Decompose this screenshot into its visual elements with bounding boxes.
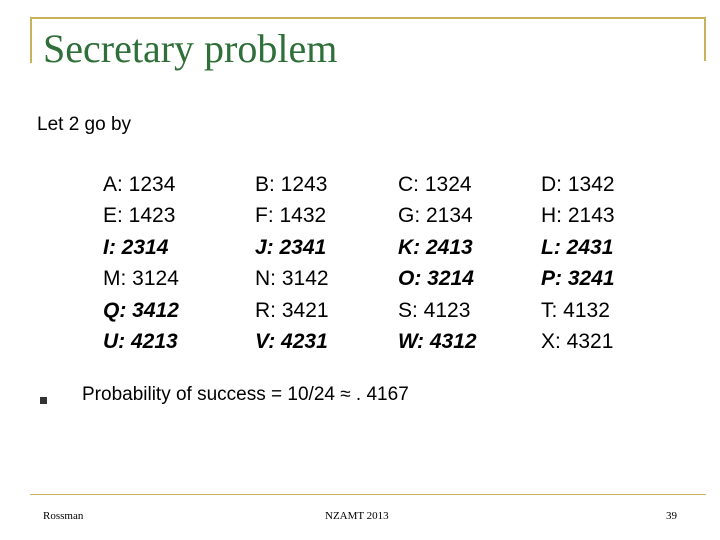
permutation-cell: C: 1324	[398, 173, 472, 196]
permutation-column-3	[398, 169, 477, 357]
frame-right-rule	[704, 17, 706, 61]
permutation-cell: F: 1432	[255, 204, 327, 228]
permutation-cell: W: 4312	[398, 330, 477, 354]
footer-rule	[30, 494, 706, 495]
frame-top-rule	[30, 17, 706, 19]
permutation-cell: R: 3421	[255, 298, 329, 322]
permutation-cell: G: 2134	[398, 204, 473, 228]
permutation-cell: Q: 3412	[103, 298, 179, 322]
permutation-cell: J: 2341	[255, 235, 327, 259]
permutation-cell: B: 1243	[255, 173, 328, 196]
conclusion-text: Probability of success = 10/24 ≈ . 4167	[82, 384, 409, 405]
permutation-cell: O: 3214	[398, 267, 474, 291]
permutation-cell: K: 2413	[398, 235, 473, 259]
permutation-cell: T: 4132	[541, 298, 610, 322]
footer-author: Rossman	[43, 510, 84, 522]
permutation-cell: L: 2431	[541, 235, 614, 259]
slide-title: Secretary problem	[43, 26, 338, 71]
permutation-cell: U: 4213	[103, 330, 178, 354]
square-bullet-icon	[40, 397, 47, 404]
frame-left-rule	[30, 17, 32, 63]
permutation-cell: S: 4123	[398, 298, 471, 322]
permutation-column-2	[255, 169, 329, 357]
permutation-cell: D: 1342	[541, 173, 615, 196]
permutation-cell: X: 4321	[541, 330, 614, 354]
intro-text: Let 2 go by	[37, 114, 132, 135]
permutation-column-1	[103, 169, 179, 357]
permutation-cell: H: 2143	[541, 204, 615, 228]
permutation-cell: I: 2314	[103, 235, 169, 259]
permutation-cell: E: 1423	[103, 204, 176, 228]
permutation-cell: M: 3124	[103, 267, 179, 291]
page-number: 39	[666, 510, 677, 522]
permutation-cell: P: 3241	[541, 267, 615, 291]
permutation-cell: V: 4231	[255, 330, 328, 354]
permutation-cell: A: 1234	[103, 173, 176, 196]
permutation-cell: N: 3142	[255, 267, 329, 291]
footer-event: NZAMT 2013	[325, 510, 389, 522]
permutation-column-4	[541, 169, 615, 357]
